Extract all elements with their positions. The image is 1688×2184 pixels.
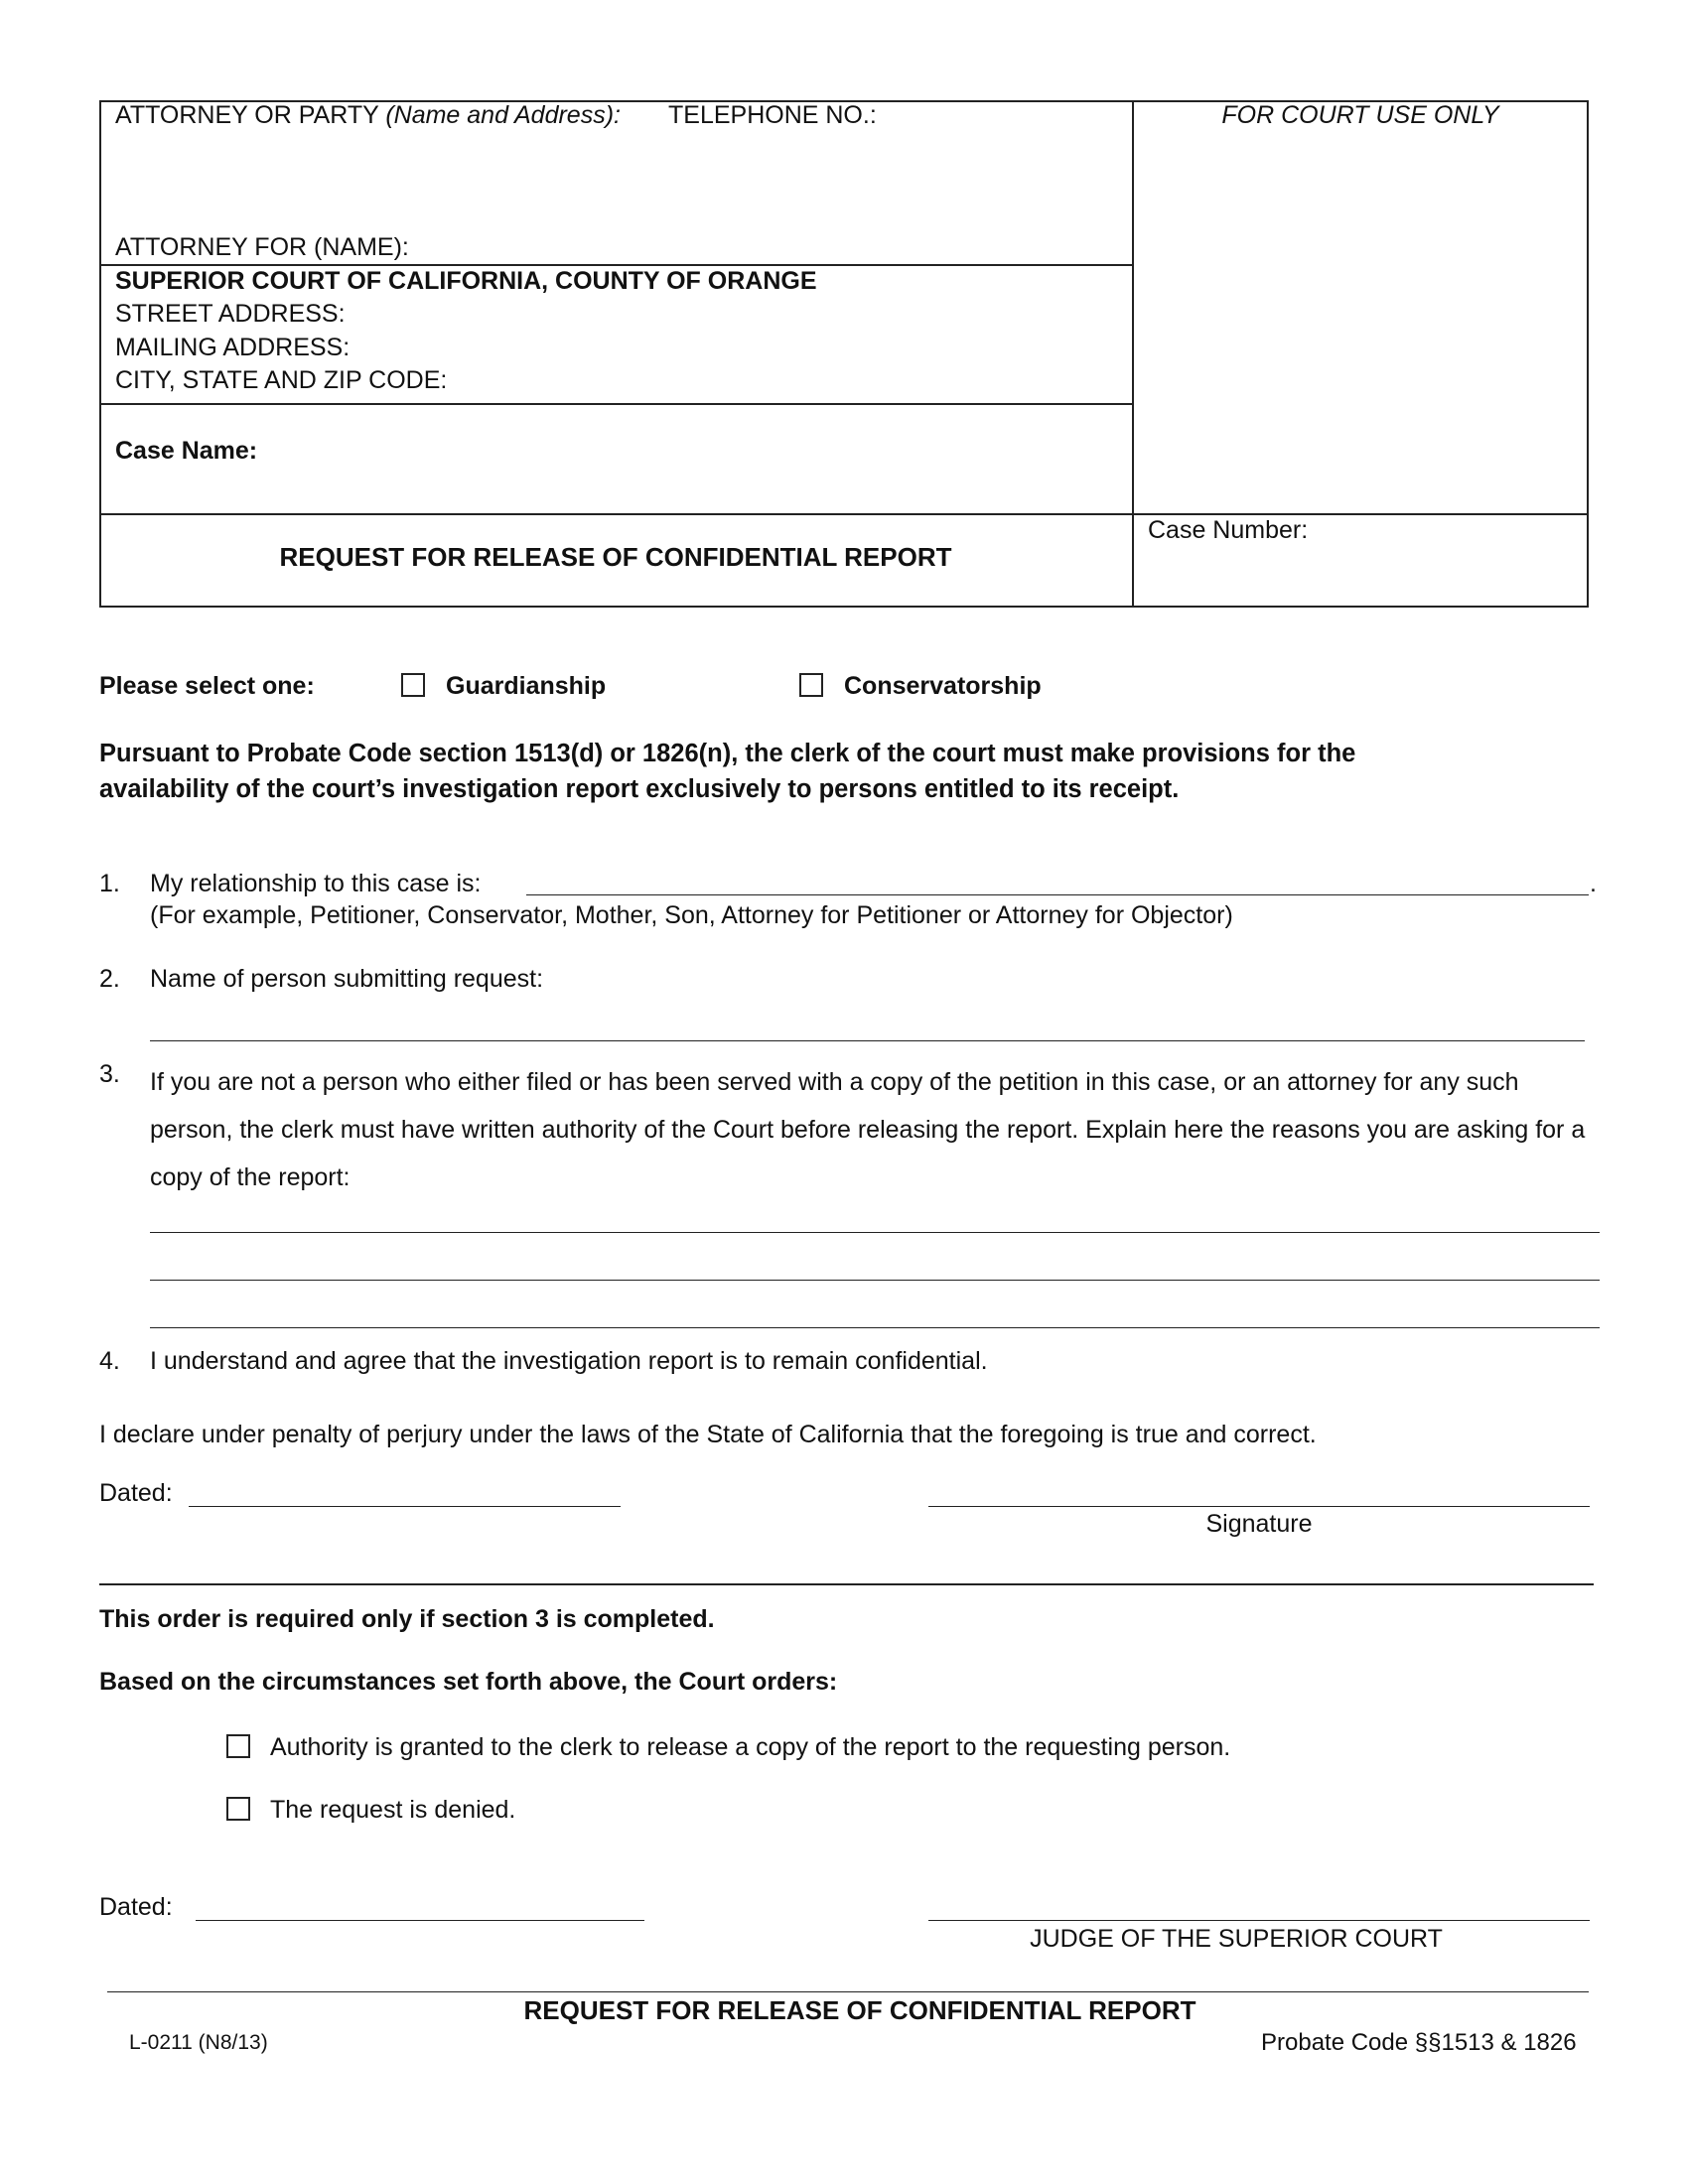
- dated-underline: [189, 1506, 621, 1507]
- reason-line-1: [150, 1232, 1600, 1233]
- code-reference: Probate Code §§1513 & 1826: [1261, 2029, 1577, 2056]
- mailing-address-label: MAILING ADDRESS:: [115, 334, 351, 361]
- order-dated-label: Dated:: [99, 1893, 173, 1921]
- authority-granted-checkbox[interactable]: [226, 1734, 250, 1758]
- city-state-zip-label: CITY, STATE AND ZIP CODE:: [115, 366, 448, 394]
- attorney-name-address-field[interactable]: [115, 139, 1112, 171]
- case-number-field[interactable]: [1148, 556, 1569, 588]
- reason-line-1-field[interactable]: [150, 1200, 1604, 1232]
- case-name-field[interactable]: [268, 433, 1116, 465]
- court-use-only-label: FOR COURT USE ONLY: [1221, 101, 1499, 129]
- item-4-text: I understand and agree that the investigation report is to remain confidential.: [150, 1347, 988, 1375]
- attorney-for-label: ATTORNEY FOR (NAME):: [115, 233, 409, 261]
- dated-field[interactable]: [189, 1473, 625, 1505]
- dated-label: Dated:: [99, 1479, 173, 1507]
- requester-name-underline: [150, 1040, 1585, 1041]
- order-dated-underline: [196, 1920, 644, 1921]
- order-separator: [99, 1583, 1594, 1585]
- request-denied-checkbox[interactable]: [226, 1797, 250, 1821]
- case-name-label: Case Name:: [115, 437, 258, 465]
- select-one-prompt: Please select one:: [99, 672, 315, 700]
- item-3-text: If you are not a person who either filed or has been served with a copy of the petition in this case, or an attorney for any such person, the clerk must have written authority of the Court before releasing the report. Explain here the reasons you are asking for a copy of the report:: [150, 1068, 1586, 1191]
- case-number-label: Case Number:: [1148, 516, 1309, 544]
- item-1-period: .: [1590, 870, 1597, 897]
- item-1-number: 1.: [99, 870, 120, 897]
- court-orders-intro: Based on the circumstances set forth above, the Court orders:: [99, 1668, 838, 1696]
- order-dated-field[interactable]: [196, 1887, 648, 1919]
- court-name: SUPERIOR COURT OF CALIFORNIA, COUNTY OF ORANGE: [115, 267, 817, 295]
- judge-label: JUDGE OF THE SUPERIOR COURT: [1030, 1925, 1443, 1953]
- order-required-note: This order is required only if section 3 is completed.: [99, 1605, 715, 1633]
- conservatorship-label: Conservatorship: [844, 672, 1042, 700]
- reason-line-3-field[interactable]: [150, 1296, 1604, 1327]
- caption-rule-3: [99, 513, 1589, 515]
- caption-rule-2: [99, 403, 1133, 405]
- relationship-underline: [526, 894, 1589, 895]
- guardianship-label: Guardianship: [446, 672, 607, 700]
- judge-signature-underline: [928, 1920, 1590, 1921]
- caption-divider: [1132, 100, 1134, 608]
- form-title: REQUEST FOR RELEASE OF CONFIDENTIAL REPORT: [279, 542, 952, 572]
- authority-granted-label: Authority is granted to the clerk to release a copy of the report to the requesting person.: [270, 1733, 1231, 1761]
- conservatorship-checkbox[interactable]: [799, 673, 823, 697]
- reason-line-3: [150, 1327, 1600, 1328]
- reason-line-2: [150, 1280, 1600, 1281]
- item-2-number: 2.: [99, 965, 120, 993]
- relationship-field[interactable]: [526, 864, 1593, 895]
- item-1-hint: (For example, Petitioner, Conservator, Mother, Son, Attorney for Petitioner or Attorney for Objector): [150, 901, 1233, 929]
- request-denied-label: The request is denied.: [270, 1796, 516, 1824]
- telephone-label: TELEPHONE NO.:: [668, 101, 877, 129]
- footer-title: REQUEST FOR RELEASE OF CONFIDENTIAL REPORT: [523, 1995, 1196, 2025]
- signature-label: Signature: [1205, 1510, 1313, 1538]
- signature-field[interactable]: [928, 1473, 1594, 1505]
- attorney-party-label: ATTORNEY OR PARTY (Name and Address):: [115, 101, 621, 129]
- form-number: L-0211 (N8/13): [129, 2031, 268, 2054]
- intro-paragraph: Pursuant to Probate Code section 1513(d) or 1826(n), the clerk of the court must make provisions for the availability of the court’s investigation report exclusively to persons entitled to its receipt.: [99, 740, 1356, 803]
- declaration-text: I declare under penalty of perjury under the laws of the State of California that the foregoing is true and correct.: [99, 1421, 1317, 1448]
- signature-underline: [928, 1506, 1590, 1507]
- street-address-label: STREET ADDRESS:: [115, 300, 346, 328]
- item-2-label: Name of person submitting request:: [150, 965, 544, 993]
- footer-rule: [107, 1991, 1589, 1992]
- requester-name-field[interactable]: [150, 1009, 1589, 1040]
- item-3-number: 3.: [99, 1060, 120, 1088]
- judge-signature-field[interactable]: [928, 1887, 1594, 1919]
- guardianship-checkbox[interactable]: [401, 673, 425, 697]
- reason-line-2-field[interactable]: [150, 1248, 1604, 1280]
- item-4-number: 4.: [99, 1347, 120, 1375]
- item-1-label: My relationship to this case is:: [150, 870, 482, 897]
- caption-rule-1: [99, 264, 1133, 266]
